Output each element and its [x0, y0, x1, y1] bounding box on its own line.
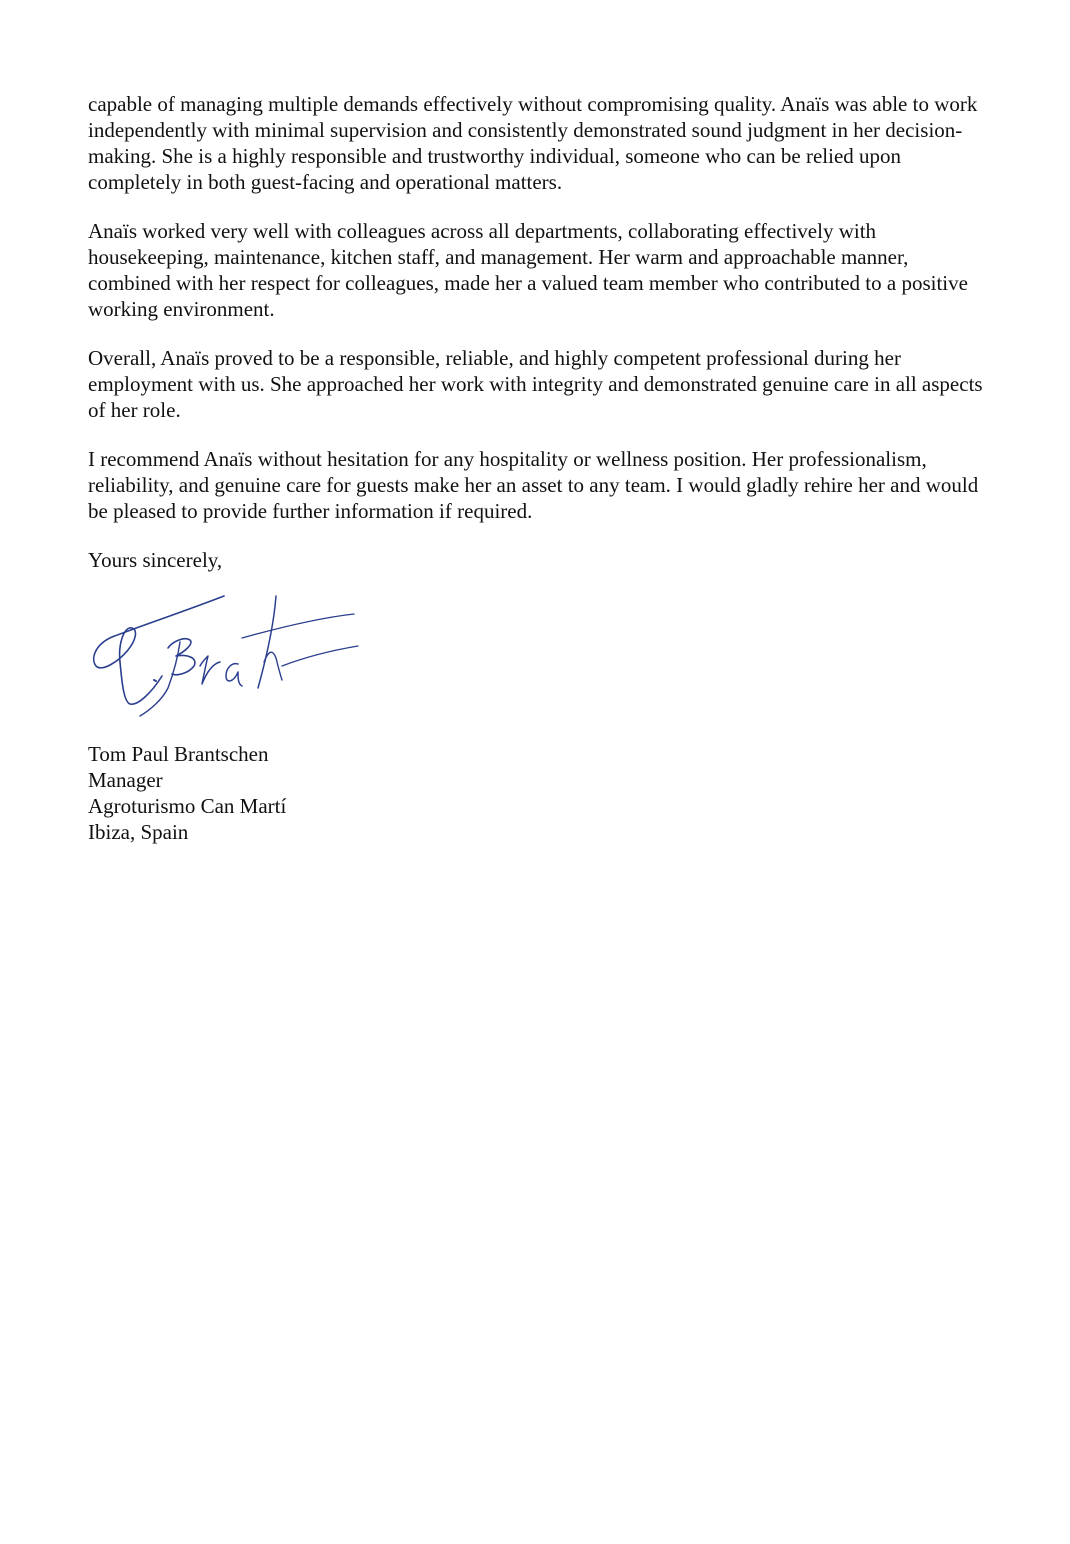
paragraph-2: Anaïs worked very well with colleagues across all departments, collaborating effectively with housekeeping, maintenance, kitchen staff, and management. Her warm and approachable manner, combined with her respect for colleagues, made her a valued team member who contributed to a positive working environment.	[88, 219, 968, 321]
paragraph-4: I recommend Anaïs without hesitation for any hospitality or wellness position. Her professionalism, reliability, and genuine care for guests make her an asset to any team. I would gladly rehire her and would be pleased to provide further information if required.	[88, 447, 979, 523]
signature-icon	[88, 592, 368, 722]
signatory-organization: Agroturismo Can Martí	[88, 794, 287, 818]
letter-body	[88, 91, 988, 547]
handwritten-signature	[88, 592, 368, 722]
paragraph-3: Overall, Anaïs proved to be a responsible, reliable, and highly competent professional during her employment with us. She approached her work with integrity and demonstrated genuine care in all aspects of her role.	[88, 346, 983, 422]
signatory-block	[88, 741, 286, 845]
signatory-location: Ibiza, Spain	[88, 820, 189, 844]
signatory-title: Manager	[88, 768, 163, 792]
signatory-name: Tom Paul Brantschen	[88, 742, 269, 766]
paragraph-1: capable of managing multiple demands effectively without compromising quality. Anaïs was able to work independently with minimal supervision and consistently demonstrated sound judgment in her decision-making. She is a highly responsible and trustworthy individual, someone who can be relied upon completely in both guest-facing and operational matters.	[88, 92, 978, 194]
closing-salutation: Yours sincerely,	[88, 548, 223, 572]
